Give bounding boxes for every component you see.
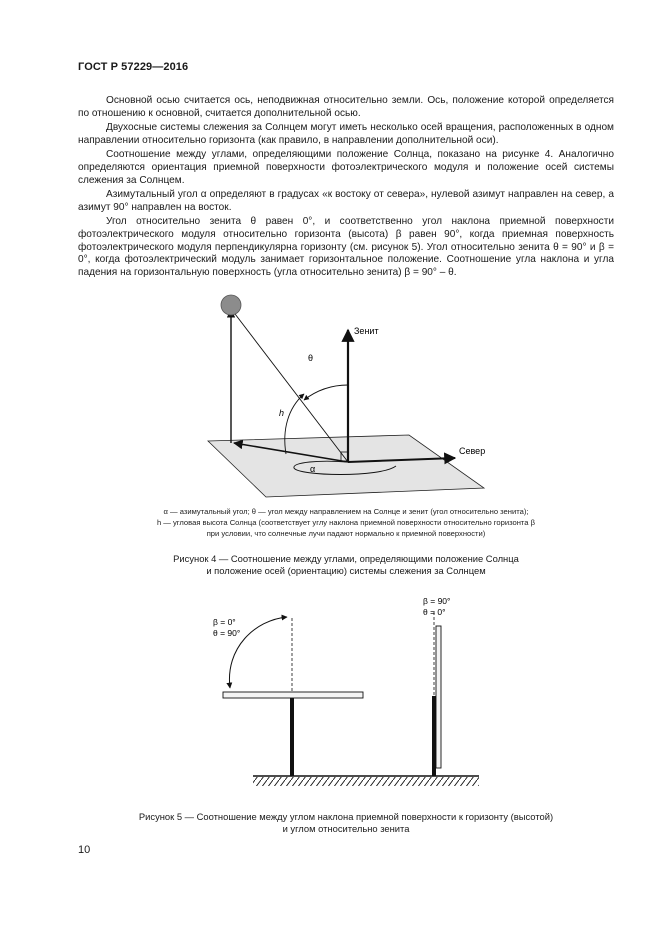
paragraph-angle-relation: Соотношение между углами, определяющими положение Солнца, показано на рисунке 4. Аналогично определяются ориентация приемной поверхности фотоэлектрического модуля и положение осей системы слежения за Солнцем. <box>78 149 614 186</box>
left-post <box>290 698 294 776</box>
label-alpha: α <box>310 464 316 474</box>
figure-4-notes <box>78 506 614 539</box>
figure-5-caption-line1: Рисунок 5 — Соотношение между углом наклона приемной поверхности к горизонту (высотой) <box>138 811 554 822</box>
paragraph-azimuth: Азимутальный угол α определяют в градусах «к востоку от севера», нулевой азимут направлен на север, а азимут 90° направлен на восток. <box>78 189 614 213</box>
right-beta-label: β = 90° <box>423 596 451 606</box>
figure-5-caption-line2: и углом относительно зенита <box>282 823 410 834</box>
sun-symbol <box>221 295 241 315</box>
theta-arc <box>304 385 348 400</box>
body-text <box>78 95 614 281</box>
left-beta-label: β = 0° <box>213 617 236 627</box>
left-theta-label: θ = 90° <box>213 628 241 638</box>
page-number: 10 <box>78 844 91 856</box>
right-theta-label: θ = 0° <box>423 607 446 617</box>
figure-4-caption <box>78 553 614 577</box>
horizontal-plane <box>208 435 484 497</box>
label-theta: θ <box>308 353 314 363</box>
note-condition: при условии, что солнечные лучи падают нормально к приемной поверхности) <box>206 529 486 538</box>
horizontal-module <box>223 692 363 698</box>
vertical-module <box>436 626 441 768</box>
label-north: Север <box>459 446 486 456</box>
ground-hatching <box>253 777 479 786</box>
figure-4-caption-line2: и положение осей (ориентацию) системы слежения за Солнцем <box>206 565 486 576</box>
paragraph-two-axis: Двухосные системы слежения за Солнцем могут иметь несколько осей вращения, расположенных в одном направлении относительно горизонта (как правило, в направлении дополнительной оси). <box>78 122 614 146</box>
figure-4-caption-line1: Рисунок 4 — Соотношение между углами, определяющими положение Солнца <box>173 553 519 564</box>
figure-5-diagram <box>195 588 485 788</box>
document-header: ГОСТ Р 57229—2016 <box>78 61 189 73</box>
figure-4-diagram <box>200 290 500 500</box>
figure-5-caption <box>78 811 614 835</box>
paragraph-zenith-angle: Угол относительно зенита θ равен 0°, и соответственно угол наклона приемной поверхности фотоэлектрического модуля относительно горизонта (высота) β равен 90°, когда приемная поверхность фотоэлектрического модуля перпендикулярна горизонту (см. рисунок 5). Угол относительно зенита θ = 90° и β = 0°, когда фотоэлектрический модуль занимает горизонтальное положение. Соотношение угла наклона и угла падения на горизонтальную поверхность (угла относительно зенита) β = 90° – θ. <box>78 216 614 278</box>
note-alpha-theta: α — азимутальный угол; θ — угол между направлением на Солнце и зенит (угол относительно зенита); <box>163 507 529 516</box>
label-zenith: Зенит <box>354 326 379 336</box>
right-post <box>432 696 436 776</box>
note-h: h — угловая высота Солнца (соответствует углу наклона приемной поверхности относительно горизонта β <box>156 518 536 527</box>
paragraph-main-axis: Основной осью считается ось, неподвижная относительно земли. Ось, положение которой определяется по отношению к основной, считается дополнительной осью. <box>78 95 614 119</box>
label-h: h <box>279 408 285 418</box>
